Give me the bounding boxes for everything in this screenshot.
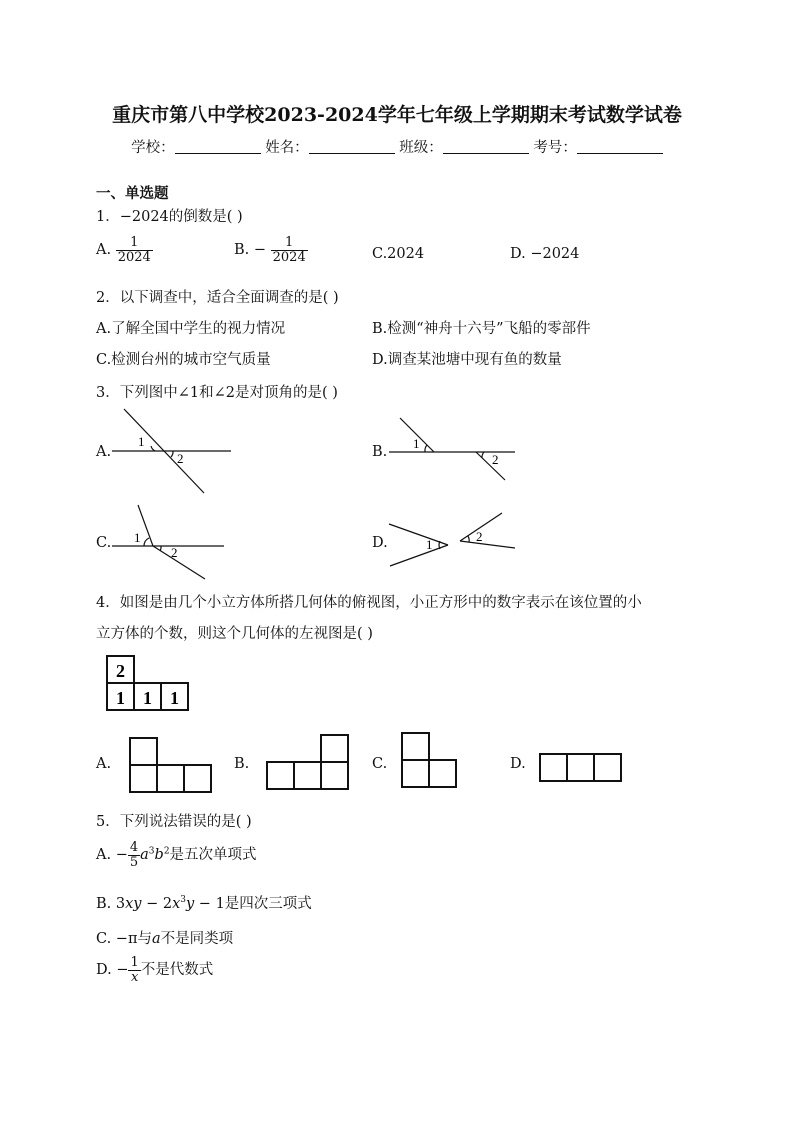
name-label: 姓名： [265, 140, 309, 156]
q3-d-angle2: 2 [476, 529, 483, 544]
q4-top-cell-2: 1 [116, 688, 125, 708]
q5-a-fraction [128, 841, 140, 869]
q4-top-cell-1: 2 [116, 661, 125, 681]
q5-option-b [96, 892, 312, 913]
q2-option-d: D.调查某池塘中现有鱼的数量 [372, 352, 562, 368]
q3-c-angle1: 1 [134, 530, 141, 545]
q1-option-c: C.2024 [372, 246, 425, 262]
q4-option-b-figure [267, 735, 348, 789]
q5-c-prefix: C. −π与 [96, 931, 152, 947]
q4-option-c-label: C. [372, 756, 388, 772]
q3-a-angle1: 1 [138, 434, 145, 449]
q4-option-d-figure [540, 754, 621, 781]
q4-stem-line2: 立方体的个数，则这个几何体的左视图是( ) [96, 626, 373, 642]
q4-option-c-figure [402, 733, 456, 787]
q3-b-angle2: 2 [492, 452, 499, 467]
q2-option-b: B.检测“神舟十六号”飞船的零部件 [372, 321, 591, 337]
q5-d-fraction [128, 956, 140, 984]
q3-b-angle1: 1 [413, 436, 420, 451]
q5-b-prefix: B. 3 [96, 896, 126, 912]
q5-b-y: y [186, 896, 195, 912]
q1-b-den: 2024 [272, 249, 306, 265]
q5-d-num: 1 [130, 955, 139, 970]
q4-option-a-figure [130, 738, 211, 792]
q5-stem: 5．下列说法错误的是( ) [96, 814, 252, 830]
class-label: 班级： [399, 140, 443, 156]
q3-stem: 3．下列图中∠1和∠2是对顶角的是( ) [96, 385, 338, 401]
q3-option-d-label: D. [372, 535, 388, 551]
q5-a-var-a: a [140, 847, 149, 864]
q5-d-text: 不是代数式 [140, 962, 214, 979]
q1-stem: 1．−2024的倒数是( ) [96, 209, 243, 225]
q5-b-mid: − 2 [141, 896, 173, 912]
q5-a-num: 4 [129, 840, 139, 855]
q5-d-den: x [130, 969, 139, 985]
q5-a-prefix: A. − [96, 847, 128, 864]
q2-stem: 2．以下调查中，适合全面调查的是( ) [96, 290, 339, 306]
q1-b-prefix: B. − [234, 242, 267, 259]
q5-b-tail: − 1 [194, 896, 225, 912]
q4-top-cell-3: 1 [143, 688, 152, 708]
q1-b-num: 1 [271, 236, 308, 251]
q3-diagram-c [112, 505, 224, 579]
school-label: 学校： [131, 140, 175, 156]
q3-diagram-a [112, 409, 231, 493]
q5-a-exp1: 3 [148, 846, 155, 857]
q3-c-angle2: 2 [171, 545, 178, 560]
q3-option-a-label: A. [96, 444, 112, 460]
page-title: 重庆市第八中学校2023-2024学年七年级上学期期末考试数学试卷 [112, 104, 682, 126]
q2-option-c: C.检测台州的城市空气质量 [96, 352, 271, 368]
q5-a-text: 是五次单项式 [169, 847, 257, 864]
q1-a-num: 1 [116, 236, 153, 251]
q5-d-prefix: D. − [96, 962, 129, 979]
q4-stem-line1: 4．如图是由几个小立方体所搭几何体的俯视图，小正方形中的数字表示在该位置的小 [96, 595, 642, 611]
q3-a-angle2: 2 [177, 451, 184, 466]
q4-option-a-label: A. [96, 756, 112, 772]
q5-a-den: 5 [129, 854, 139, 870]
q1-a-den: 2024 [117, 249, 151, 265]
q1-a-prefix: A. [96, 242, 112, 259]
q3-d-angle1: 1 [426, 537, 433, 552]
q5-option-c [96, 927, 233, 948]
q5-a-exp2: 2 [163, 846, 170, 857]
q3-diagram-b [389, 418, 515, 480]
q5-b-text: 是四次三项式 [224, 896, 312, 912]
q5-b-x: x [172, 896, 181, 912]
q5-c-text: 不是同类项 [160, 931, 234, 947]
q5-a-var-b: b [154, 847, 164, 864]
q4-top-cell-4: 1 [170, 688, 179, 708]
q3-option-c-label: C. [96, 535, 112, 551]
q4-option-b-label: B. [234, 756, 250, 772]
q3-option-b-label: B. [372, 444, 388, 460]
q5-option-a [96, 841, 257, 869]
number-label: 考号： [533, 140, 577, 156]
q5-c-var: a [151, 931, 161, 947]
q2-option-a: A.了解全国中学生的视力情况 [96, 321, 286, 337]
q5-b-xy: xy [125, 896, 142, 912]
section-heading: 一、单选题 [96, 185, 169, 202]
q5-option-d [96, 956, 213, 984]
q3-diagram-d [389, 513, 515, 566]
q4-option-d-label: D. [510, 756, 526, 772]
q5-b-exp: 3 [180, 895, 186, 906]
q1-option-d: D. −2024 [510, 246, 580, 262]
